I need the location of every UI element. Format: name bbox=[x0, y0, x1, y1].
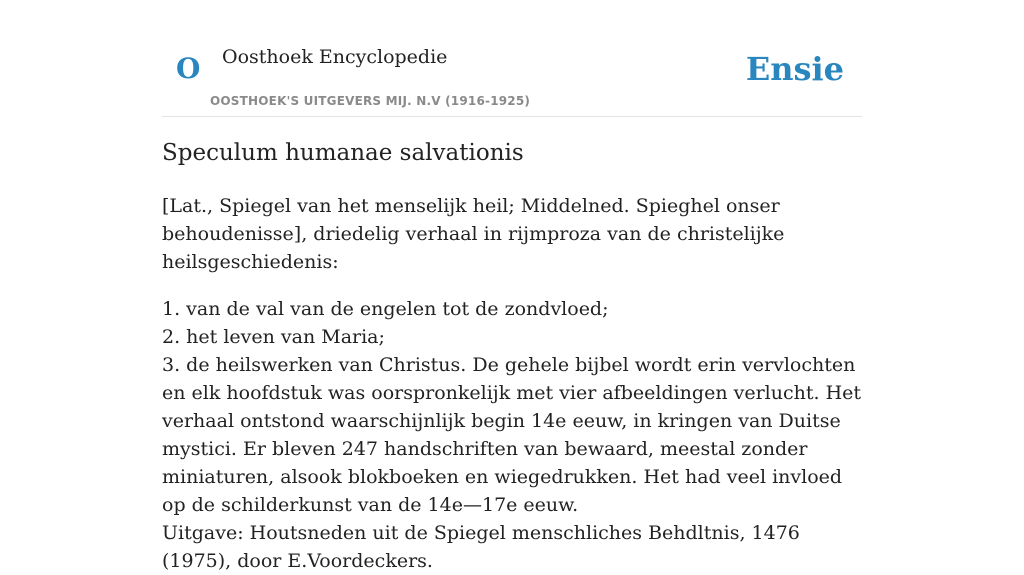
publisher-label: OOSTHOEK'S UITGEVERS MIJ. N.V (1916-1925) bbox=[210, 94, 531, 108]
encyclopedia-logo[interactable]: O bbox=[176, 52, 201, 85]
entry-body bbox=[162, 192, 862, 575]
list-item: 2. het leven van Maria; bbox=[162, 326, 385, 348]
list-item: 3. de heilswerken van Christus. De gehele bijbel wordt erin vervlochten en elk hoofdstuk was oorspronkelijk met vier afbeeldingen verlucht. Het verhaal ontstond waarschijnlijk begin 14e eeuw, in kringen van Duitse mystici. Er bleven 247 handschriften van bewaard, meestal zonder miniaturen, alsook blokboeken en wiegedrukken. Het had veel invloed op de schilderkunst van de 14e—17e eeuw. bbox=[162, 354, 862, 516]
edition-note: Uitgave: Houtsneden uit de Spiegel menschliches Behdltnis, 1476 (1975), door E.Voordeckers. bbox=[162, 522, 800, 572]
encyclopedia-title-link[interactable]: Oosthoek Encyclopedie bbox=[222, 46, 448, 68]
entry-intro: [Lat., Spiegel van het menselijk heil; Middelned. Spieghel onser behoudenisse], driedelig verhaal in rijmproza van de christelijke heilsgeschiedenis: bbox=[162, 195, 785, 273]
ensie-brand-logo[interactable]: Ensie bbox=[745, 50, 844, 88]
entry-list bbox=[162, 295, 862, 575]
header bbox=[162, 0, 862, 117]
list-item: 1. van de val van de engelen tot de zondvloed; bbox=[162, 298, 609, 320]
entry-title: Speculum humanae salvationis bbox=[162, 140, 524, 166]
